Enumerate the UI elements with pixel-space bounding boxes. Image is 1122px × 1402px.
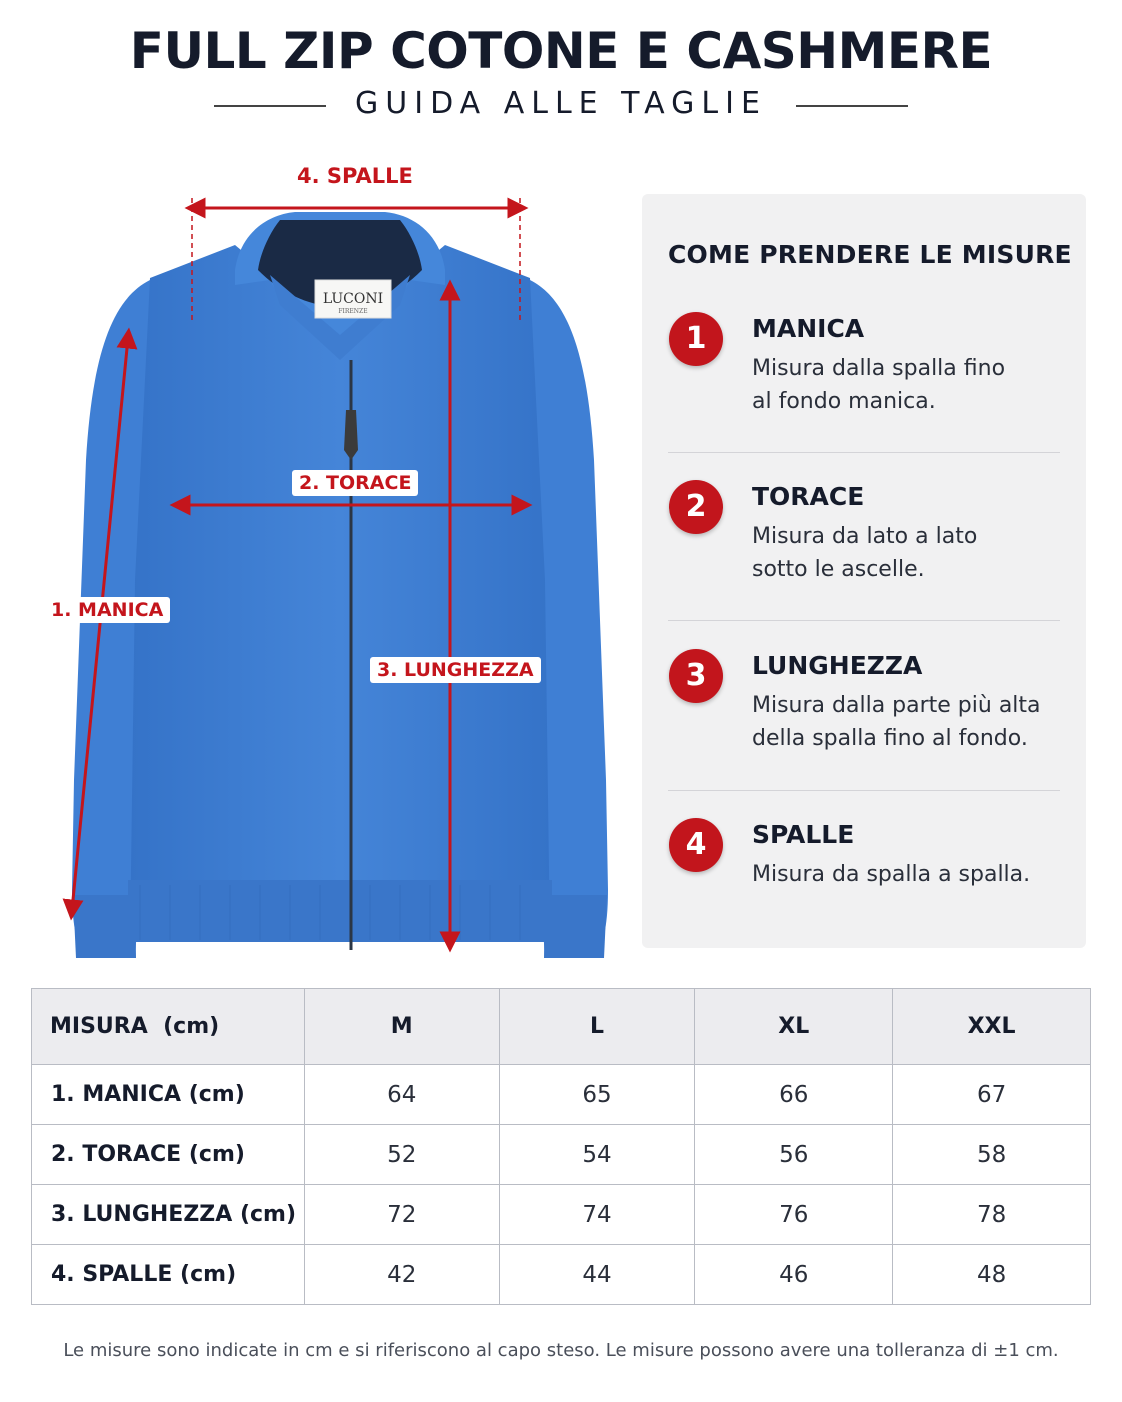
step-description-line: Misura da lato a lato <box>752 524 978 549</box>
table-cell: 66 <box>695 1065 893 1125</box>
label-torace: 2. TORACE <box>292 470 418 496</box>
zipper-pull <box>344 410 358 460</box>
step-divider <box>668 790 1060 791</box>
guide-step-manica <box>642 312 1086 452</box>
measure-guide-panel <box>642 194 1086 948</box>
label-manica: 1. MANICA <box>44 597 170 623</box>
table-cell: 64 <box>304 1065 499 1125</box>
table-cell: 52 <box>304 1125 499 1185</box>
table-cell: 44 <box>499 1245 695 1305</box>
step-title: SPALLE <box>752 820 855 849</box>
guide-title: COME PRENDERE LE MISURE <box>668 240 1072 269</box>
row-label-text: 4. SPALLE <box>51 1262 173 1287</box>
row-unit-text: (cm) <box>180 1262 237 1287</box>
row-label-text: 3. LUNGHEZZA <box>51 1202 233 1227</box>
label-spalle: 4. SPALLE <box>297 164 413 188</box>
row-label <box>32 1185 305 1245</box>
step-description <box>752 352 1072 418</box>
table-cell: 58 <box>893 1125 1091 1185</box>
label-lunghezza: 3. LUNGHEZZA <box>370 657 541 683</box>
guide-step-spalle <box>642 818 1086 958</box>
table-cell: 72 <box>304 1185 499 1245</box>
garment-illustration <box>40 160 640 970</box>
size-chart-table <box>31 988 1091 1305</box>
step-description-line: della spalla fino al fondo. <box>752 726 1028 751</box>
page-subtitle: GUIDA ALLE TAGLIE <box>355 86 767 121</box>
brand-label: LUCONI <box>322 291 384 307</box>
table-header-label <box>32 989 305 1065</box>
size-header-l: L <box>499 989 695 1065</box>
step-description <box>752 858 1072 891</box>
row-label <box>32 1065 305 1125</box>
table-cell: 54 <box>499 1125 695 1185</box>
row-label <box>32 1125 305 1185</box>
step-title: LUNGHEZZA <box>752 651 923 680</box>
table-cell: 48 <box>893 1245 1091 1305</box>
size-header-xl: XL <box>695 989 893 1065</box>
row-unit-text: (cm) <box>188 1082 245 1107</box>
page-title: FULL ZIP COTONE E CASHMERE <box>129 22 993 80</box>
table-cell: 74 <box>499 1185 695 1245</box>
row-label <box>32 1245 305 1305</box>
step-number-badge: 1 <box>669 312 723 366</box>
table-header-row <box>32 989 1091 1065</box>
subtitle-divider-right <box>796 105 908 107</box>
guide-step-lunghezza <box>642 649 1086 789</box>
header-unit-text: (cm) <box>163 1014 220 1039</box>
guide-step-torace <box>642 480 1086 620</box>
row-unit-text: (cm) <box>239 1202 297 1227</box>
table-cell: 76 <box>695 1185 893 1245</box>
table-row <box>32 1125 1091 1185</box>
table-cell: 67 <box>893 1065 1091 1125</box>
table-cell: 56 <box>695 1125 893 1185</box>
step-description-line: Misura da spalla a spalla. <box>752 862 1031 887</box>
sweater-drawing <box>40 160 640 970</box>
row-label-text: 1. MANICA <box>51 1082 182 1107</box>
table-row <box>32 1185 1091 1245</box>
step-divider <box>668 452 1060 453</box>
row-label-text: 2. TORACE <box>51 1142 182 1167</box>
table-cell: 65 <box>499 1065 695 1125</box>
footnote: Le misure sono indicate in cm e si riferiscono al capo steso. Le misure possono avere una tolleranza di ±1 cm. <box>63 1340 1059 1361</box>
step-number-badge: 4 <box>669 818 723 872</box>
size-header-xxl: XXL <box>893 989 1091 1065</box>
table-cell: 42 <box>304 1245 499 1305</box>
size-header-m: M <box>304 989 499 1065</box>
subtitle-row <box>0 86 1122 126</box>
table-cell: 46 <box>695 1245 893 1305</box>
step-title: MANICA <box>752 314 865 343</box>
step-title: TORACE <box>752 482 865 511</box>
table-row <box>32 1245 1091 1305</box>
table-cell: 78 <box>893 1185 1091 1245</box>
step-number-badge: 3 <box>669 649 723 703</box>
step-divider <box>668 620 1060 621</box>
row-unit-text: (cm) <box>188 1142 245 1167</box>
header-label-text: MISURA <box>50 1014 148 1039</box>
step-description <box>752 689 1072 755</box>
step-description-line: Misura dalla spalla fino <box>752 356 1006 381</box>
step-description-line: al fondo manica. <box>752 389 936 414</box>
step-description-line: Misura dalla parte più alta <box>752 693 1041 718</box>
step-number-badge: 2 <box>669 480 723 534</box>
step-description-line: sotto le ascelle. <box>752 557 925 582</box>
brand-sublabel: FIRENZE <box>338 308 368 315</box>
step-description <box>752 520 1072 586</box>
table-row <box>32 1065 1091 1125</box>
